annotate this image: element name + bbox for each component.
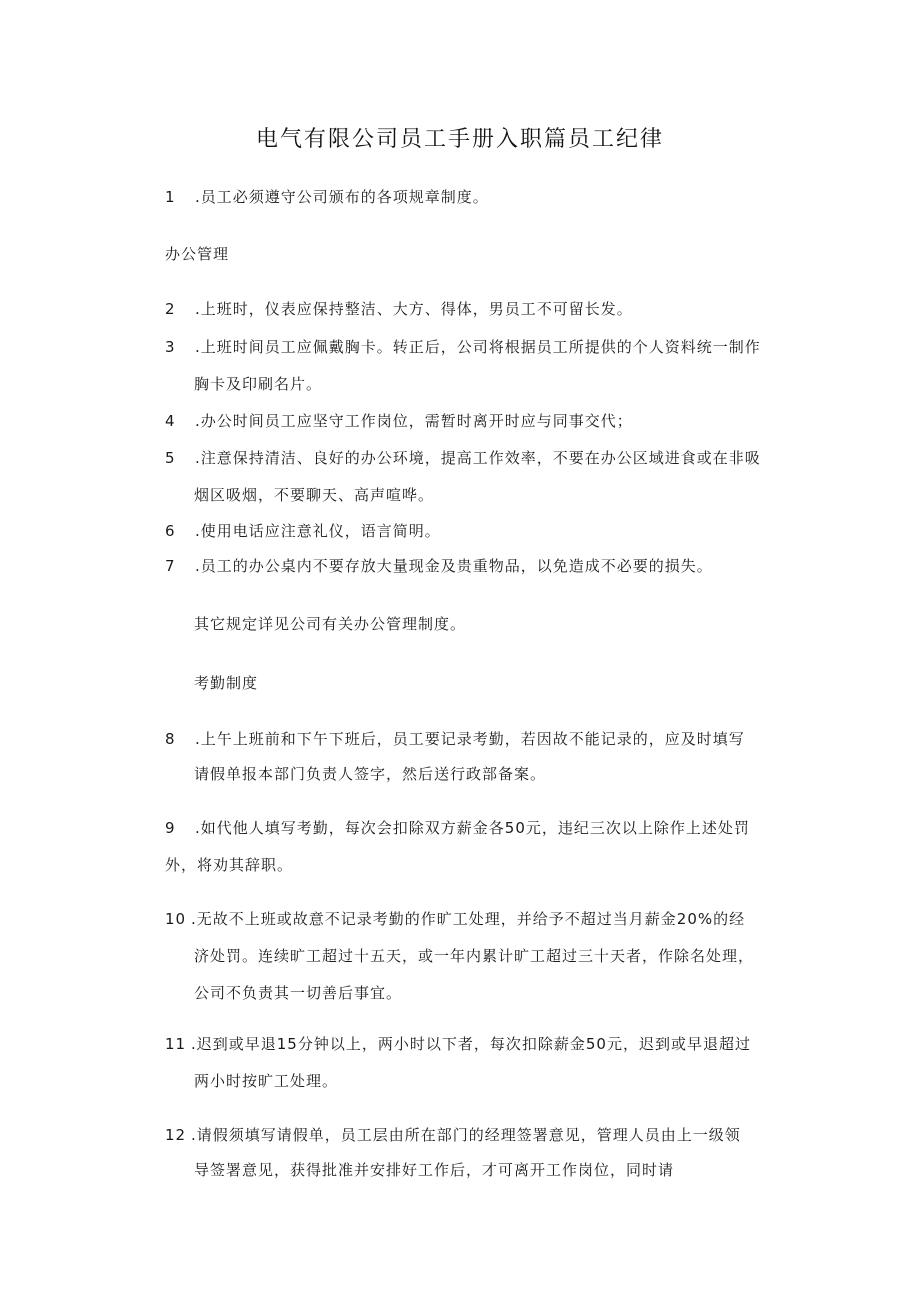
item-number: 1 <box>165 188 176 206</box>
item-number: 3 <box>165 338 176 356</box>
item-number: 12 <box>165 1126 187 1144</box>
rule-item-6 <box>165 521 441 541</box>
item-number: 8 <box>165 730 176 748</box>
item-number: 11 <box>165 1035 187 1053</box>
rule-item-12 <box>165 1125 741 1145</box>
rule-item-10-continued: 济处罚。连续旷工超过十五天，或一年内累计旷工超过三十天者，作除名处理， <box>194 947 755 965</box>
section-heading-office: 办公管理 <box>165 245 230 263</box>
item-text: .使用电话应注意礼仪，语言简明。 <box>195 522 441 540</box>
rule-item-7 <box>165 556 713 576</box>
rule-item-8 <box>165 729 745 749</box>
item-text: .迟到或早退15分钟以上，两小时以下者，每次扣除薪金50元，迟到或早退超过 <box>191 1035 751 1053</box>
rule-item-2 <box>165 299 633 319</box>
item-number: 9 <box>165 819 176 837</box>
rule-item-1 <box>165 187 489 207</box>
item-number: 6 <box>165 522 176 540</box>
rule-item-10 <box>165 909 745 929</box>
item-text: .注意保持清洁、良好的办公环境，提高工作效率，不要在办公区域进食或在非吸 <box>195 449 761 467</box>
rule-item-4 <box>165 411 633 431</box>
other-rules-note: 其它规定详见公司有关办公管理制度。 <box>194 615 467 633</box>
item-number: 7 <box>165 557 176 575</box>
rule-item-9 <box>165 818 750 838</box>
section-heading-attendance: 考勤制度 <box>194 674 259 692</box>
item-text: .员工必须遵守公司颁布的各项规章制度。 <box>195 188 489 206</box>
rule-item-5 <box>165 448 761 468</box>
item-number: 2 <box>165 300 176 318</box>
item-number: 4 <box>165 412 176 430</box>
item-text: .上午上班前和下午下班后，员工要记录考勤，若因故不能记录的，应及时填写 <box>195 730 745 748</box>
item-text: .无故不上班或故意不记录考勤的作旷工处理，并给予不超过当月薪金20%的经 <box>191 910 746 928</box>
rule-item-11 <box>165 1034 751 1054</box>
rule-item-3 <box>165 337 761 357</box>
rule-item-8-continued: 请假单报本部门负责人签字，然后送行政部备案。 <box>194 765 547 783</box>
rule-item-12-continued: 导签署意见，获得批准并安排好工作后，才可离开工作岗位，同时请 <box>194 1161 675 1179</box>
item-text: .上班时间员工应佩戴胸卡。转正后，公司将根据员工所提供的个人资料统一制作 <box>195 338 761 356</box>
rule-item-3-continued: 胸卡及印刷名片。 <box>194 375 323 393</box>
document-title: 电气有限公司员工手册入职篇员工纪律 <box>255 127 664 152</box>
item-text: .请假须填写请假单，员工层由所在部门的经理签署意见，管理人员由上一级领 <box>191 1126 741 1144</box>
item-text: .如代他人填写考勤，每次会扣除双方薪金各50元，违纪三次以上除作上述处罚 <box>195 819 750 837</box>
item-number: 10 <box>165 910 187 928</box>
item-number: 5 <box>165 449 176 467</box>
rule-item-5-continued: 烟区吸烟，不要聊天、高声喧哗。 <box>194 486 435 504</box>
item-text: .办公时间员工应坚守工作岗位，需暂时离开时应与同事交代； <box>195 412 633 430</box>
item-text: .上班时，仪表应保持整洁、大方、得体，男员工不可留长发。 <box>195 300 633 318</box>
rule-item-9-continued: 外，将劝其辞职。 <box>165 856 294 874</box>
item-text: .员工的办公桌内不要存放大量现金及贵重物品，以免造成不必要的损失。 <box>195 557 713 575</box>
rule-item-10-continued-2: 公司不负责其一切善后事宜。 <box>194 984 403 1002</box>
rule-item-11-continued: 两小时按旷工处理。 <box>194 1072 339 1090</box>
